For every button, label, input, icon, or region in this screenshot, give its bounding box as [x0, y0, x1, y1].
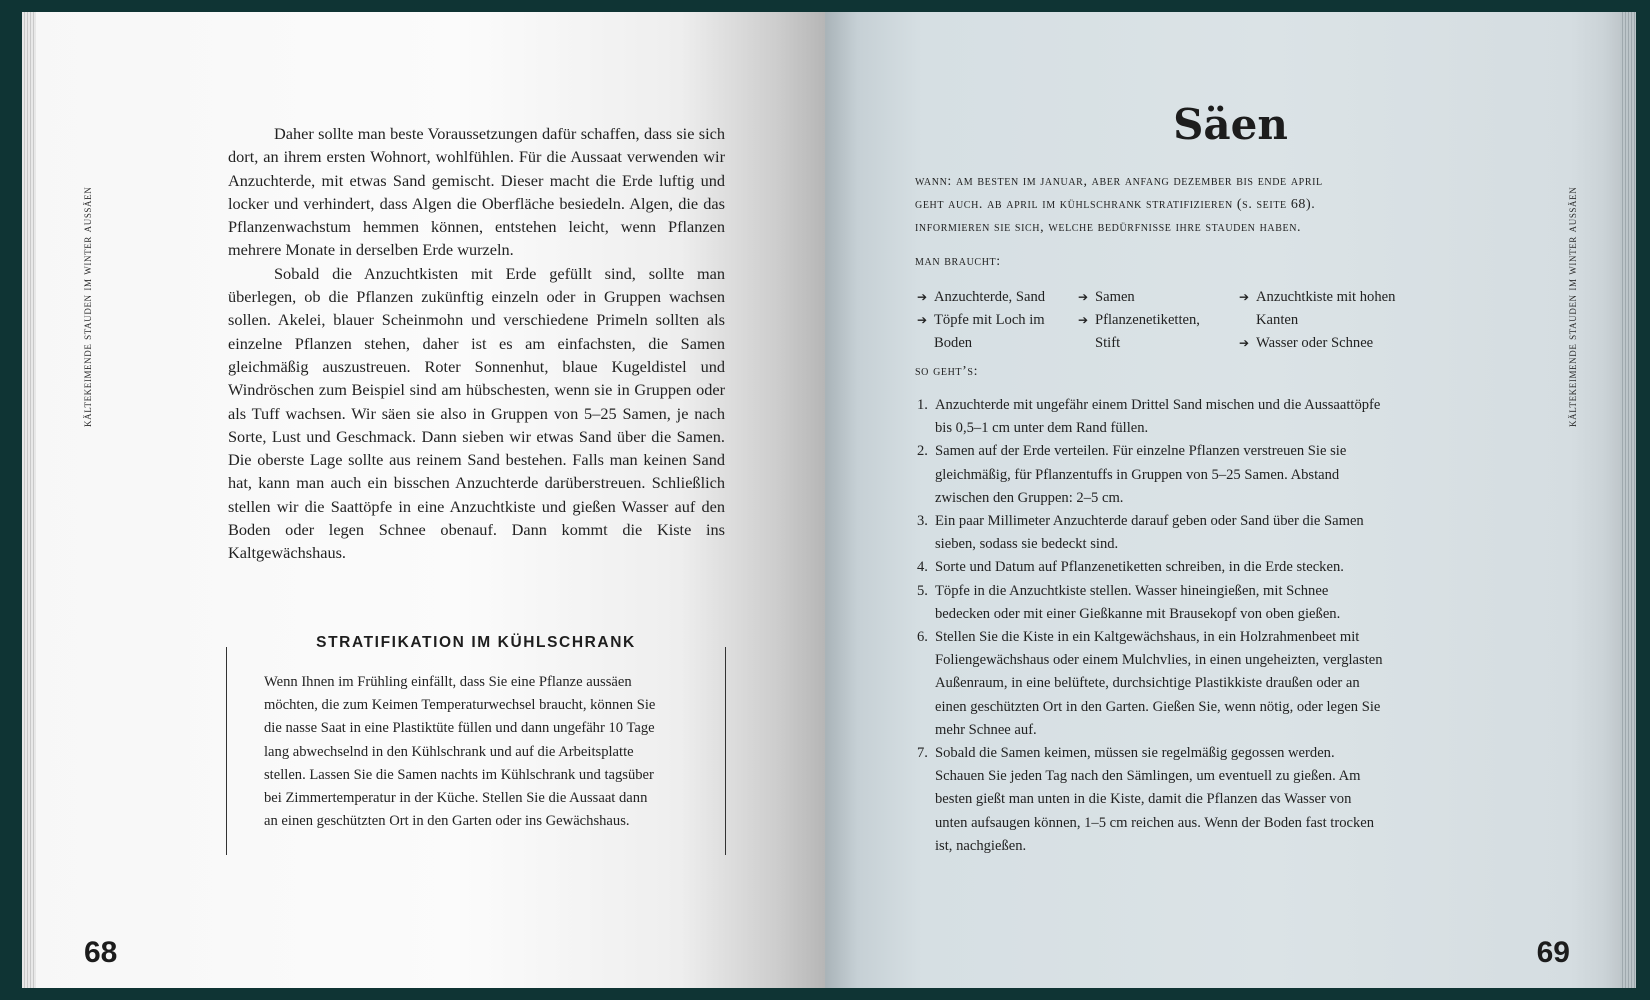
needs-item: ➔ Anzuchtkiste mit hohen Kanten — [1239, 286, 1409, 332]
running-head-left: kältekeimende stauden im winter aussäen — [80, 186, 94, 427]
step-text: Anzuchterde mit ungefähr einem Drittel Sand mischen und die Aussaattöpfe bis 0,5–1 cm unter dem Rand füllen. — [935, 397, 1381, 437]
needs-item: ➔ Samen — [1078, 286, 1228, 309]
box-title: STRATIFIKATION IM KÜHLSCHRANK — [316, 634, 636, 651]
needs-item: ➔ Wasser oder Schnee — [1239, 332, 1409, 355]
step-number: 2. — [917, 443, 928, 460]
running-head-right: kältekeimende stauden im winter aussäen — [1565, 186, 1579, 427]
step-number: 1. — [917, 397, 928, 413]
step-item — [917, 626, 1387, 742]
step-text: Samen auf der Erde verteilen. Für einzelne Pflanzen verstreuen Sie sie gleichmäßig, für Pflanzentuffs in Gruppen von 5–25 Samen. Abstand zwischen den Gruppen: 2–5 cm. — [935, 443, 1347, 506]
step-item — [917, 394, 1387, 440]
arrow-icon: ➔ — [1239, 290, 1250, 304]
page-edges-left — [22, 12, 36, 988]
steps-list — [917, 394, 1387, 858]
step-item — [917, 556, 1387, 579]
step-text: Sorte und Datum auf Pflanzenetiketten schreiben, in die Erde stecken. — [935, 559, 1344, 576]
when-line: geht auch. ab april im kühlschrank stratifizieren (s. seite 68). — [915, 197, 1316, 213]
needs-item: ➔ Töpfe mit Loch im Boden — [917, 309, 1067, 355]
needs-label: man braucht: — [915, 254, 1001, 269]
step-item — [917, 742, 1387, 858]
when-info — [915, 170, 1385, 240]
page-number-left: 68 — [84, 936, 118, 969]
step-text: Ein paar Millimeter Anzuchterde darauf geben oder Sand über die Samen sieben, sodass sie bedeckt sind. — [935, 513, 1364, 553]
arrow-icon: ➔ — [1078, 290, 1089, 304]
step-number: 4. — [917, 559, 928, 576]
box-text: Wenn Ihnen im Frühling einfällt, dass Sie eine Pflanze aussäen möchten, die zum Keimen Temperaturwechsel braucht, können Sie die nasse Saat in eine Plastiktüte füllen und dann ungefähr 10 Tage lang abwechselnd in den Kühlschrank und auf die Arbeitsplatte stellen. Lassen Sie die Samen nachts im Kühlschrank und tagsüber bei Zimmertemperatur in der Küche. Stellen Sie die Aussaat dann an einen geschützten Ort in den Garten oder ins Gewächshaus. — [264, 674, 656, 830]
arrow-icon: ➔ — [917, 290, 928, 304]
arrow-icon: ➔ — [917, 313, 928, 328]
sidebar-box — [226, 634, 726, 855]
page-edges-right — [1620, 12, 1636, 988]
step-number: 3. — [917, 513, 928, 530]
needs-column-1 — [917, 286, 1067, 356]
step-item — [917, 580, 1387, 626]
open-book — [22, 12, 1636, 988]
page-title: Säen — [1173, 100, 1288, 149]
when-line: informieren sie sich, welche bedürfnisse ihre stauden haben. — [915, 220, 1302, 236]
step-number: 6. — [917, 629, 928, 646]
left-page — [22, 12, 825, 988]
step-item — [917, 440, 1387, 510]
arrow-icon: ➔ — [1239, 336, 1250, 351]
step-number: 5. — [917, 582, 928, 599]
needs-item: ➔ Pflanzenetiketten, Stift — [1078, 309, 1228, 355]
steps-label: so geht’s: — [915, 364, 979, 379]
right-page — [825, 12, 1636, 988]
arrow-icon: ➔ — [1078, 313, 1089, 328]
step-text: Stellen Sie die Kiste in ein Kaltgewächshaus, in ein Holzrahmenbeet mit Foliengewächshaus oder einem Mulchvlies, in einen ungeheizten, verglasten Außenraum, in eine belüftete, durchsichtige Plastikkiste draußen oder an einen geschützten Ort in den Garten. Gießen Sie, wenn nötig, oder legen Sie mehr Schnee auf. — [935, 629, 1383, 738]
needs-column-2 — [1078, 286, 1228, 356]
needs-column-3 — [1239, 286, 1409, 356]
when-line: wann: am besten im januar, aber anfang dezember bis ende april — [915, 174, 1323, 189]
paragraph-1: Daher sollte man beste Voraussetzungen dafür schaffen, dass sie sich dort, an ihrem ersten Wohnort, wohlfühlen. Für die Aussaat verwenden wir Anzuchterde, mit etwas Sand gemischt. Dieser macht die Erde luftig und locker und verhindert, dass Algen die Oberfläche besiedeln. Algen, die das Pflanzenwachstum hemmen können, entstehen leicht, wenn Pflanzen mehrere Monate in derselben Erde wurzeln. — [228, 124, 725, 260]
body-text — [228, 122, 725, 565]
step-item — [917, 510, 1387, 556]
needs-item: ➔ Anzuchterde, Sand — [917, 286, 1067, 309]
page-number-right: 69 — [1536, 936, 1570, 969]
step-text: Sobald die Samen keimen, müssen sie regelmäßig gegossen werden. Schauen Sie jeden Tag nach den Sämlingen, um eventuell zu gießen. Am besten gießt man unten in die Kiste, damit die Pflanzen das Wasser von unten aufsaugen können, 1–5 cm reichen aus. Wenn der Boden fast trocken ist, nachgießen. — [935, 745, 1375, 854]
paragraph-2: Sobald die Anzuchtkisten mit Erde gefüllt sind, sollte man überlegen, ob die Pflanzen zukünftig einzeln oder in Gruppen wachsen sollen. Akelei, blauer Scheinmohn und verschiedene Primeln sollten als einzelne Pflanzen stehen, daher ist es am einfachsten, die Samen gleichmäßig auszustreuen. Roter Sonnenhut, blaue Kugeldistel und Windröschen zum Beispiel sind am hübschesten, wenn sie in Gruppen oder als Tuff wachsen. Wir säen sie also in Gruppen von 5–25 Samen, je nach Sorte, Lust und Geschmack. Dann sieben wir etwas Sand über die Samen. Die oberste Lage sollte aus reinem Sand bestehen. Falls man keinen Sand hat, kann man auch ein bisschen Anzuchterde darüberstreuen. Schließlich stellen wir die Saattöpfe in eine Anzuchtkiste und gießen Wasser auf den Boden oder legen Schnee obenauf. Dann kommt die Kiste ins Kaltgewächshaus. — [228, 263, 725, 563]
step-number: 7. — [917, 745, 928, 762]
step-text: Töpfe in die Anzuchtkiste stellen. Wasser hineingießen, mit Schnee bedecken oder mit einer Gießkanne mit Brausekopf von oben gießen. — [935, 582, 1341, 622]
